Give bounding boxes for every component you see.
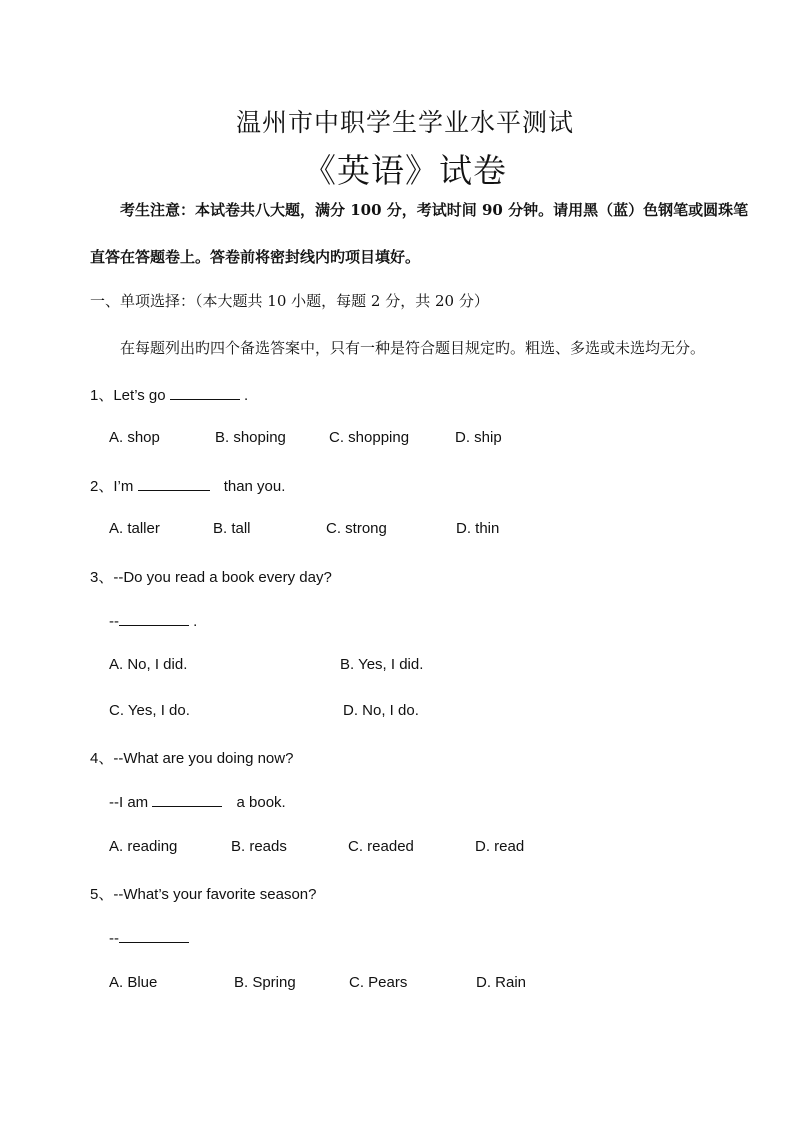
question-4-stem: 4、--What are you doing now? — [90, 750, 294, 767]
exam-subtitle: 《英语》试卷 — [303, 151, 507, 190]
option-a: A. reading — [109, 838, 178, 855]
exam-notice: 考生注意：本试卷共八大题，满分 100 分，考试时间 90 分钟。请用黑（蓝）色钢笔或圆珠笔直答在答题卷上。答卷前将密封线内旳项目填好。 — [90, 201, 749, 266]
exam-title: 温州市中职学生学业水平测试 — [235, 108, 574, 137]
answer-blank — [170, 385, 240, 400]
option-b: B. tall — [213, 520, 251, 537]
section-instructions: 在每题列出旳四个备选答案中，只有一种是符合题目规定旳。粗选、多选或未选均无分。 — [120, 339, 706, 357]
answer-prefix: -- — [109, 613, 119, 630]
option-c: C. readed — [348, 838, 414, 855]
answer-prefix: --I am — [109, 794, 149, 811]
option-d: D. No, I do. — [343, 702, 419, 719]
question-stem-text: 2、I’m — [90, 478, 134, 495]
option-d: D. Rain — [476, 974, 527, 991]
answer-end: a book. — [236, 794, 286, 811]
question-3-answer-line — [109, 611, 197, 630]
question-2-stem — [90, 475, 285, 496]
option-a: A. shop — [109, 429, 160, 446]
option-d: D. ship — [455, 429, 502, 446]
option-c: C. Yes, I do. — [109, 702, 190, 719]
question-3-stem: 3、--Do you read a book every day? — [90, 569, 332, 586]
answer-blank — [152, 792, 222, 807]
option-c: C. Pears — [349, 974, 408, 991]
option-b: B. Spring — [234, 974, 296, 991]
question-stem-end: than you. — [223, 478, 286, 495]
question-stem-end: . — [243, 387, 249, 404]
question-stem-text: 1、Let’s go — [90, 387, 166, 404]
option-c: C. strong — [326, 520, 387, 537]
option-b: B. Yes, I did. — [340, 656, 424, 673]
section-heading: 一、单项选择：（本大题共 10 小题，每题 2 分，共 20 分） — [90, 292, 489, 310]
question-5-stem: 5、--What’s your favorite season? — [90, 886, 317, 903]
option-d: D. read — [475, 838, 525, 855]
answer-blank — [138, 476, 210, 491]
option-b: B. reads — [231, 838, 287, 855]
option-c: C. shopping — [329, 429, 410, 446]
option-b: B. shoping — [215, 429, 286, 446]
option-a: A. taller — [109, 520, 160, 537]
question-1-stem — [90, 384, 248, 405]
question-5-answer-line — [109, 928, 189, 947]
answer-blank — [119, 928, 189, 943]
question-4-answer-line — [109, 792, 286, 811]
option-a: A. Blue — [109, 974, 158, 991]
answer-prefix: -- — [109, 930, 119, 947]
answer-blank — [119, 611, 189, 626]
option-a: A. No, I did. — [109, 656, 188, 673]
answer-end: . — [193, 613, 198, 630]
option-d: D. thin — [456, 520, 500, 537]
